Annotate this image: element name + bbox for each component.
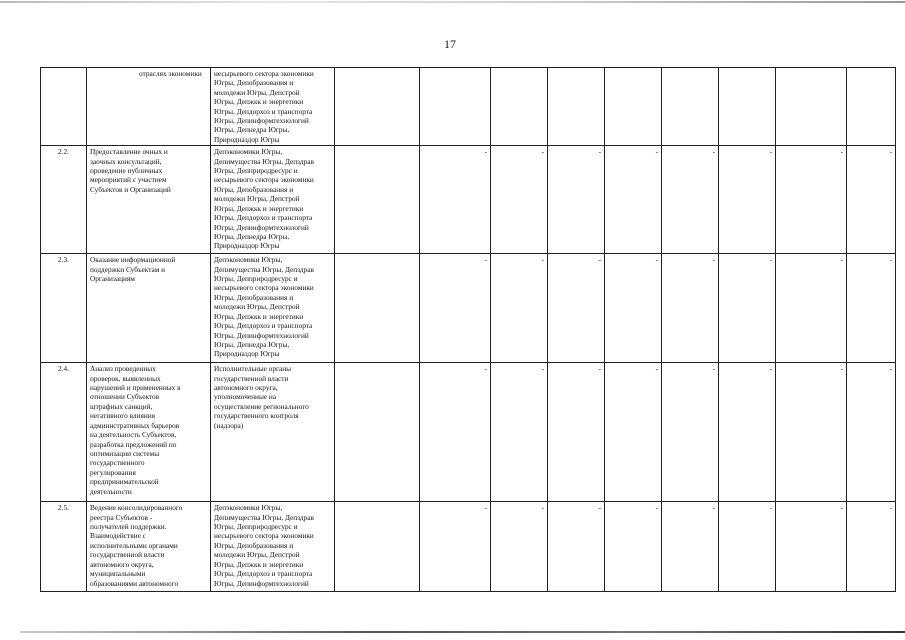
value-cell [491,68,548,146]
activity-name: Анализ проведенных проверок, выявленных нарушений и примененных в отношении Субъектов штрафных санкций, негативного влияния административных барьеров на деятельность Субъектов, разработка предложений по оптимизации системы государственного регулирования предпринимательской деятельности [87,363,211,502]
value-cell: - [491,254,548,363]
value-cell: - [548,146,605,254]
value-cell: - [776,146,847,254]
value-cell: - [491,502,548,592]
executors: несырьевого сектора экономики Югры, Депобразования и молодежи Югры, Депстрой Югры, Депжкк и энергетики Югры, Депдорхоз и транспорта Югры, Депинформтехнологий Югры, Депнедра Югры, Природназдор Югры [211,68,335,146]
value-cell [335,146,420,254]
value-cell: - [548,254,605,363]
value-cell: - [847,363,896,502]
value-cell: - [662,502,719,592]
value-cell [776,68,847,146]
value-cell: - [605,146,662,254]
program-activities-table [40,67,896,592]
row-number: 2.3. [41,254,87,363]
table-row [41,68,896,146]
row-number: 2.4. [41,363,87,502]
activity-name: Ведение консолидированного реестра Субъектов - получателей поддержки. Взаимодействие с исполнительными органами государственной власти автономного округа, муниципальными образованиями автономного [87,502,211,592]
value-cell [719,68,776,146]
value-cell: - [420,146,491,254]
value-cell: - [548,363,605,502]
activity-name: Предоставление очных и заочных консультаций, проведение публичных мероприятий с участием Субъектов и Организаций [87,146,211,254]
value-cell: - [420,254,491,363]
value-cell [548,68,605,146]
value-cell: - [548,502,605,592]
table-row [41,502,896,592]
value-cell [335,502,420,592]
value-cell [662,68,719,146]
value-cell [847,68,896,146]
value-cell [335,254,420,363]
value-cell [335,68,420,146]
value-cell: - [605,502,662,592]
executors: Исполнительные органы государственной власти автономного округа, уполномоченные на осуществление регионального государственного контроля (надзора) [211,363,335,502]
value-cell: - [491,146,548,254]
row-number: 2.2. [41,146,87,254]
value-cell: - [847,146,896,254]
executors: Депэкономики Югры, Депимущества Югры, Депздрав Югры, Депприродресурс и несырьевого сектора экономики Югры, Депобразования и молодежи Югры, Депстрой Югры, Депжкк и энергетики Югры, Депдорхоз и транспорта Югры, Депинформтехнологий Югры, Депнедра Югры, Природназдор Югры [211,254,335,363]
row-number: 2.5. [41,502,87,592]
page-number: 17 [444,37,456,51]
value-cell [335,363,420,502]
table-row [41,146,896,254]
value-cell: - [719,146,776,254]
executors: Депэкономики Югры, Депимущества Югры, Депздрав Югры, Депприродресурс и несырьевого сектора экономики Югры, Депобразования и молодежи Югры, Депстрой Югры, Депжкк и энергетики Югры, Депдорхоз и транспорта Югры, Депинформтехнологий Югры, Депнедра Югры, Природназдор Югры [211,146,335,254]
table-row [41,254,896,363]
activity-name: Оказание информационной поддержки Субъектам и Организациям [87,254,211,363]
scan-edge-bottom [20,631,905,633]
value-cell: - [662,146,719,254]
scan-edge-top [0,1,905,3]
value-cell: - [605,363,662,502]
value-cell [420,68,491,146]
row-number [41,68,87,146]
value-cell: - [605,254,662,363]
value-cell: - [719,363,776,502]
value-cell: - [776,363,847,502]
value-cell: - [662,363,719,502]
value-cell: - [719,254,776,363]
value-cell [605,68,662,146]
table-row [41,363,896,502]
value-cell: - [847,502,896,592]
value-cell: - [491,363,548,502]
activity-name: отраслях экономики [87,68,211,146]
value-cell: - [662,254,719,363]
value-cell: - [776,502,847,592]
value-cell: - [420,363,491,502]
value-cell: - [776,254,847,363]
executors: Депэкономики Югры, Депимущества Югры, Депздрав Югры, Депприродресурс и несырьевого сектора экономики Югры, Депобразования и молодежи Югры, Депстрой Югры, Депжкк и энергетики Югры, Депдорхоз и транспорта Югры, Депинформтехнологий [211,502,335,592]
value-cell: - [719,502,776,592]
value-cell: - [420,502,491,592]
value-cell: - [847,254,896,363]
